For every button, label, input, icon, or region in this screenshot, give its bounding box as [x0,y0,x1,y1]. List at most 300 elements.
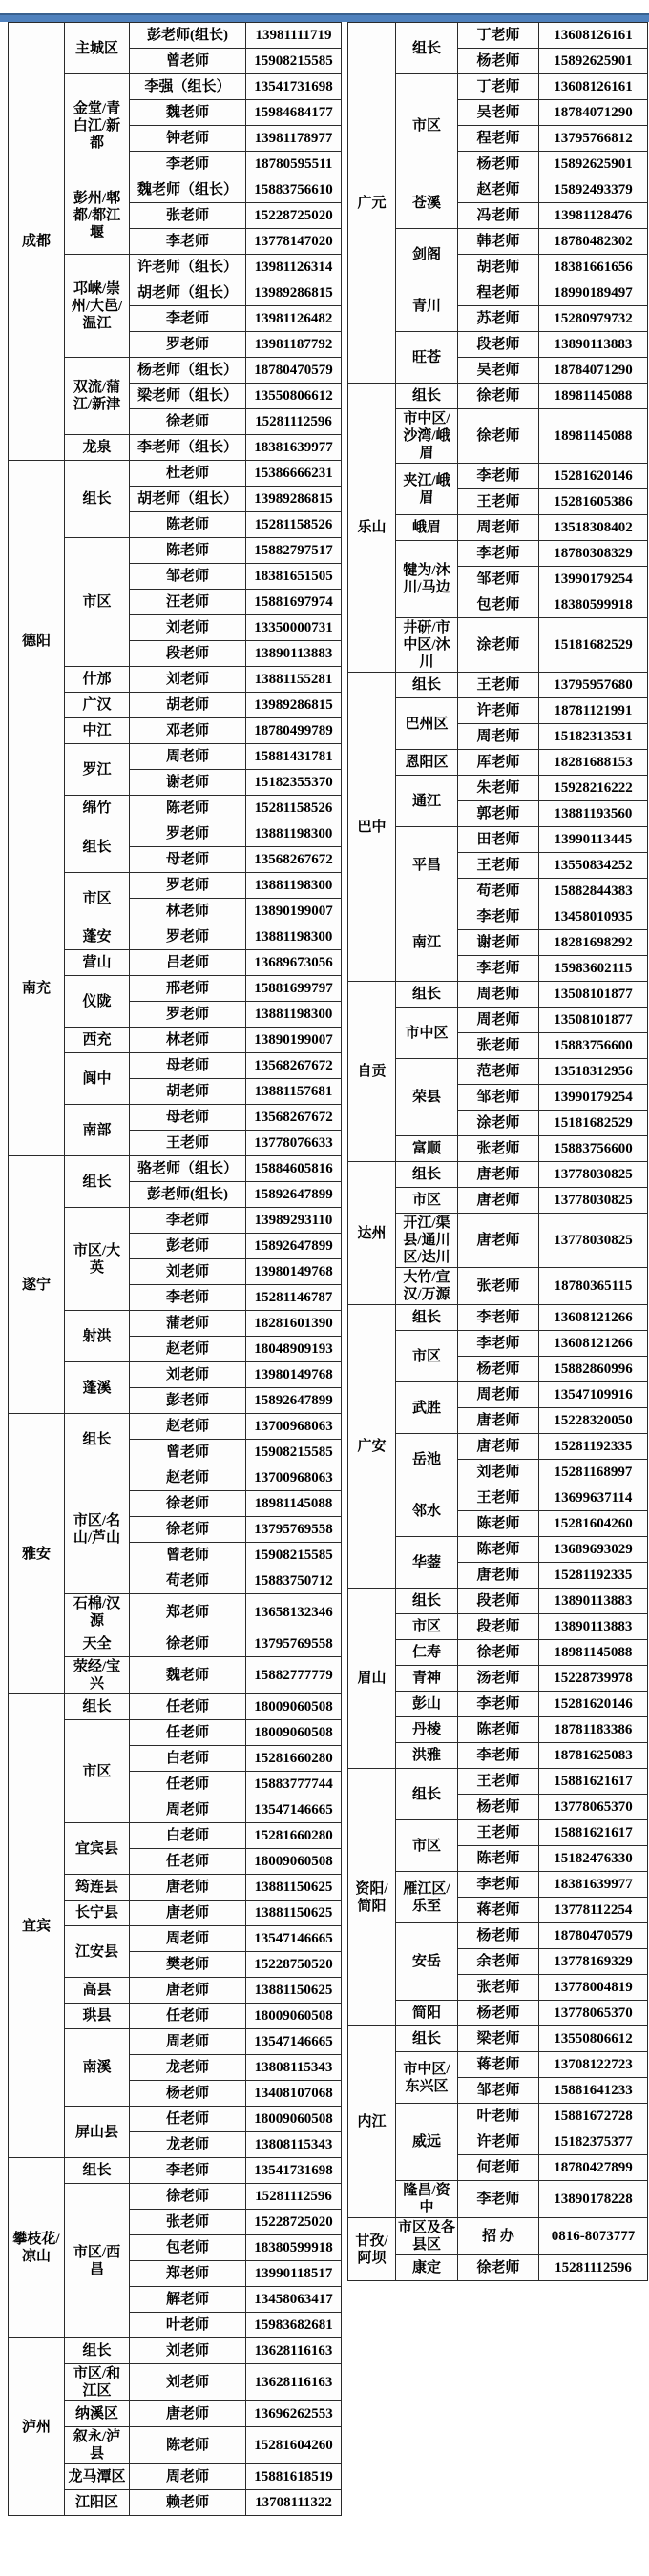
contact-name-cell: 田老师 [458,827,539,853]
contact-name-cell: 唐老师 [458,1188,539,1214]
contact-phone-cell: 13981111719 [246,23,342,49]
contact-name-cell: 曾老师 [130,1440,246,1465]
contact-phone-cell: 18381639977 [246,435,342,461]
contact-name-cell: 李强（组长） [130,74,246,100]
contact-phone-cell: 18281698292 [539,930,648,956]
contact-name-cell: 张老师 [458,1136,539,1162]
contact-name-cell: 苟老师 [458,879,539,904]
contact-name-cell: 母老师 [130,1053,246,1079]
table-row [348,982,648,1008]
region-cell: 巴中 [348,673,396,982]
contact-phone-cell: 13981126314 [246,255,342,280]
contact-phone-cell: 15881431781 [246,744,342,770]
contact-name-cell: 李老师 [458,2181,539,2218]
contact-phone-cell: 13981178977 [246,126,342,152]
contact-name-cell: 程老师 [458,280,539,306]
area-cell: 彭州/郫都/都江堰 [65,177,130,255]
contact-table-left-body [9,23,342,2516]
contact-phone-cell: 18048909193 [246,1337,342,1362]
contact-phone-cell: 18981145088 [539,409,648,464]
area-cell: 组长 [396,1305,458,1331]
contact-name-cell: 蒋老师 [458,1898,539,1923]
region-cell: 达州 [348,1162,396,1305]
contact-name-cell: 蒲老师 [130,1311,246,1337]
contact-name-cell: 李老师 [458,1743,539,1769]
contact-table-right [347,22,648,2281]
region-cell: 自贡 [348,982,396,1162]
area-cell: 屏山县 [65,2107,130,2158]
contact-phone-cell: 18784071290 [539,100,648,126]
contact-name-cell: 段老师 [458,332,539,358]
contact-name-cell: 邹老师 [458,2078,539,2104]
contact-phone-cell: 15892625901 [539,152,648,177]
contact-name-cell: 李老师 [458,1692,539,1717]
contact-phone-cell: 13881193560 [539,801,648,827]
contact-phone-cell: 13778030825 [539,1162,648,1188]
area-cell: 邻水 [396,1485,458,1537]
region-cell: 资阳/简阳 [348,1769,396,2026]
contact-name-cell: 李老师 [130,152,246,177]
contact-phone-cell: 13778147020 [246,229,342,255]
contact-phone-cell: 13990179254 [539,1085,648,1111]
contact-name-cell: 朱老师 [458,776,539,801]
region-cell: 广元 [348,23,396,384]
contact-phone-cell: 18009060508 [246,1694,342,1720]
contact-name-cell: 任老师 [130,1694,246,1720]
table-row [9,23,342,49]
contact-name-cell: 唐老师 [458,1162,539,1188]
area-cell: 市区/大英 [65,1208,130,1311]
area-cell: 彭山 [396,1692,458,1717]
contact-phone-cell: 13550806612 [539,2026,648,2052]
contact-name-cell: 杜老师 [130,461,246,487]
contact-phone-cell: 13547146665 [246,1797,342,1823]
contact-phone-cell: 15882844383 [539,879,648,904]
contact-phone-cell: 15182476330 [539,1846,648,1872]
contact-phone-cell: 15881699797 [246,976,342,1002]
contact-name-cell: 周老师 [458,515,539,541]
contact-name-cell: 白老师 [130,1823,246,1849]
contact-phone-cell: 13881150625 [246,1875,342,1901]
contact-name-cell: 李老师 [458,904,539,930]
contact-name-cell: 蒋老师 [458,2052,539,2078]
contact-name-cell: 周老师 [458,724,539,750]
contact-name-cell: 李老师 [130,1208,246,1234]
contact-table-right-body [348,23,648,2281]
contact-phone-cell: 13700968063 [246,1414,342,1440]
contact-name-cell: 刘老师 [130,2364,246,2401]
contact-phone-cell: 15281660280 [246,1746,342,1772]
contact-name-cell: 杨老师 [458,152,539,177]
area-cell: 青川 [396,280,458,332]
area-cell: 组长 [396,2026,458,2052]
area-cell: 龙泉 [65,435,130,461]
contact-name-cell: 张老师 [458,1033,539,1059]
contact-phone-cell: 13708111322 [246,2490,342,2516]
contact-name-cell: 叶老师 [458,2104,539,2129]
contact-phone-cell: 13890178228 [539,2181,648,2218]
area-cell: 射洪 [65,1311,130,1362]
contact-phone-cell: 13628116163 [246,2338,342,2364]
contact-phone-cell: 13795766812 [539,126,648,152]
contact-name-cell: 唐老师 [458,1408,539,1434]
contact-phone-cell: 13881198300 [246,821,342,847]
contact-phone-cell: 15228739978 [539,1666,648,1692]
contact-name-cell: 魏老师 [130,100,246,126]
contact-phone-cell: 13890113883 [539,1614,648,1640]
contact-phone-cell: 18009060508 [246,1849,342,1875]
contact-phone-cell: 15881641233 [539,2078,648,2104]
contact-name-cell: 任老师 [130,2107,246,2132]
contact-name-cell: 李老师 [458,464,539,489]
contact-phone-cell: 15281660280 [246,1823,342,1849]
contact-phone-cell: 13508101877 [539,1008,648,1033]
area-cell: 市中区/东兴区 [396,2052,458,2104]
table-row [9,461,342,487]
region-cell: 内江 [348,2026,396,2218]
area-cell: 江阳区 [65,2490,130,2516]
area-cell: 组长 [65,1694,130,1720]
contact-phone-cell: 18781183386 [539,1717,648,1743]
contact-name-cell: 何老师 [458,2155,539,2181]
contact-phone-cell: 18780595511 [246,152,342,177]
contact-name-cell: 吕老师 [130,950,246,976]
contact-phone-cell: 13881155281 [246,667,342,693]
contact-phone-cell: 18780427899 [539,2155,648,2181]
contact-phone-cell: 18281688153 [539,750,648,776]
contact-name-cell: 赵老师 [130,1337,246,1362]
contact-phone-cell: 13689673056 [246,950,342,976]
area-cell: 巴州区 [396,698,458,750]
contact-phone-cell: 15983682681 [246,2313,342,2338]
contact-name-cell: 郭老师 [458,801,539,827]
area-cell: 龙马潭区 [65,2464,130,2490]
area-cell: 华蓥 [396,1537,458,1589]
contact-name-cell: 彭老师 [130,1234,246,1259]
contact-name-cell: 李老师 [130,306,246,332]
contact-name-cell: 龙老师 [130,2132,246,2158]
contact-phone-cell: 15281146787 [246,1285,342,1311]
contact-name-cell: 罗老师 [130,332,246,358]
contact-name-cell: 吴老师 [458,358,539,384]
contact-phone-cell: 18009060508 [246,2004,342,2029]
area-cell: 荣县 [396,1059,458,1136]
contact-phone-cell: 13890113883 [539,332,648,358]
contact-name-cell: 郑老师 [130,1594,246,1631]
contact-phone-cell: 13778065370 [539,2001,648,2026]
contact-name-cell: 唐老师 [130,1901,246,1926]
contact-phone-cell: 18784071290 [539,358,648,384]
contact-phone-cell: 15228725020 [246,2210,342,2235]
contact-name-cell: 胡老师（组长） [130,487,246,512]
contact-phone-cell: 15182313531 [539,724,648,750]
contact-phone-cell: 13689693029 [539,1537,648,1563]
contact-name-cell: 周老师 [458,1008,539,1033]
area-cell: 市区/和江区 [65,2364,130,2401]
contact-phone-cell: 13881198300 [246,924,342,950]
region-cell: 雅安 [9,1414,65,1694]
contact-name-cell: 谢老师 [130,770,246,796]
contact-phone-cell: 15884605816 [246,1156,342,1182]
contact-phone-cell: 13890113883 [539,1589,648,1614]
contact-phone-cell: 15881697974 [246,590,342,615]
contact-name-cell: 陈老师 [458,1537,539,1563]
contact-name-cell: 徐老师 [130,1631,246,1657]
table-row [9,1694,342,1720]
region-cell: 宜宾 [9,1694,65,2158]
table-row [348,673,648,698]
contact-name-cell: 刘老师 [458,1460,539,1485]
contact-name-cell: 王老师 [458,1485,539,1511]
area-cell: 荥经/宝兴 [65,1657,130,1694]
contact-phone-cell: 13628116163 [246,2364,342,2401]
contact-name-cell: 吴老师 [458,100,539,126]
contact-phone-cell: 13541731698 [246,74,342,100]
contact-name-cell: 汪老师 [130,590,246,615]
table-row [348,2026,648,2052]
contact-phone-cell: 15281620146 [539,1692,648,1717]
contact-phone-cell: 13990118517 [246,2261,342,2287]
contact-phone-cell: 13980149768 [246,1362,342,1388]
area-cell: 市区 [65,1720,130,1823]
contact-name-cell: 杨老师 [458,2001,539,2026]
area-cell: 纳溪区 [65,2401,130,2427]
contact-phone-cell: 15883750712 [246,1568,342,1594]
contact-name-cell: 郑老师 [130,2261,246,2287]
contact-name-cell: 李老师 [458,1305,539,1331]
contact-phone-cell: 15892647899 [246,1234,342,1259]
contact-name-cell: 杨老师 [458,49,539,74]
area-cell: 罗江 [65,744,130,796]
contact-name-cell: 韩老师 [458,229,539,255]
contact-phone-cell: 13608121266 [539,1305,648,1331]
contact-phone-cell: 18780308329 [539,541,648,567]
table-row [348,384,648,409]
contact-table-left [8,22,342,2516]
contact-phone-cell: 13350000731 [246,615,342,641]
contact-phone-cell: 18380599918 [246,2235,342,2261]
contact-phone-cell: 15892647899 [246,1388,342,1414]
contact-name-cell: 陈老师 [130,796,246,821]
area-cell: 组长 [396,1162,458,1188]
area-cell: 井研/市中区/沐川 [396,618,458,673]
contact-phone-cell: 13550806612 [246,384,342,409]
contact-name-cell: 龙老师 [130,2055,246,2081]
contact-phone-cell: 18781625083 [539,1743,648,1769]
area-cell: 组长 [396,982,458,1008]
contact-name-cell: 陈老师 [130,512,246,538]
contact-phone-cell: 13518312956 [539,1059,648,1085]
area-cell: 组长 [396,673,458,698]
area-cell: 青神 [396,1666,458,1692]
contact-name-cell: 邹老师 [130,564,246,590]
contact-name-cell: 彭老师(组长) [130,1182,246,1208]
contact-name-cell: 陈老师 [130,2427,246,2464]
area-cell: 市区及各县区 [396,2218,458,2255]
area-cell: 广汉 [65,693,130,718]
contact-phone-cell: 18380599918 [539,592,648,618]
area-cell: 阆中 [65,1053,130,1105]
contact-name-cell: 王老师 [458,673,539,698]
contact-phone-cell: 15883756600 [539,1033,648,1059]
area-cell: 威远 [396,2104,458,2181]
contact-name-cell: 陈老师 [458,1846,539,1872]
region-cell: 眉山 [348,1589,396,1769]
contact-name-cell: 唐老师 [458,1563,539,1589]
area-cell: 洪雅 [396,1743,458,1769]
contact-name-cell: 冯老师 [458,203,539,229]
contact-phone-cell: 15892493379 [539,177,648,203]
contact-phone-cell: 13981128476 [539,203,648,229]
contact-name-cell: 杨老师 [458,1357,539,1382]
contact-phone-cell: 13696262553 [246,2401,342,2427]
area-cell: 夹江/峨眉 [396,464,458,515]
contact-phone-cell: 15281112596 [539,2255,648,2281]
contact-name-cell: 苏老师 [458,306,539,332]
contact-name-cell: 王老师 [130,1131,246,1156]
contact-name-cell: 罗老师 [130,924,246,950]
contact-name-cell: 樊老师 [130,1952,246,1978]
contact-phone-cell: 13608126161 [539,74,648,100]
contact-name-cell: 周老师 [130,1926,246,1952]
contact-phone-cell: 13547146665 [246,2029,342,2055]
contact-name-cell: 唐老师 [458,1214,539,1268]
region-cell: 成都 [9,23,65,461]
table-row [348,1162,648,1188]
contact-name-cell: 徐老师 [458,409,539,464]
contact-name-cell: 唐老师 [130,1978,246,2004]
contact-name-cell: 邓老师 [130,718,246,744]
contact-name-cell: 周老师 [458,1382,539,1408]
contact-name-cell: 杨老师 [130,2081,246,2107]
contact-name-cell: 魏老师（组长） [130,177,246,203]
contact-name-cell: 王老师 [458,853,539,879]
contact-name-cell: 谢老师 [458,930,539,956]
contact-name-cell: 丁老师 [458,74,539,100]
contact-phone-cell: 18990189497 [539,280,648,306]
contact-phone-cell: 15281620146 [539,464,648,489]
area-cell: 南江 [396,904,458,982]
contact-phone-cell: 13795769558 [246,1517,342,1543]
contact-name-cell: 赵老师 [130,1414,246,1440]
contact-phone-cell: 13568267672 [246,1105,342,1131]
contact-name-cell: 彭老师 [130,1388,246,1414]
area-cell: 仁寿 [396,1640,458,1666]
contact-phone-cell: 15882777779 [246,1657,342,1694]
area-cell: 市区 [396,1188,458,1214]
contact-phone-cell: 13778004819 [539,1975,648,2001]
contact-phone-cell: 13608126161 [539,23,648,49]
contact-name-cell: 张老师 [130,2210,246,2235]
contact-phone-cell: 18981145088 [246,1491,342,1517]
contact-name-cell: 徐老师 [458,1640,539,1666]
contact-name-cell: 邹老师 [458,567,539,592]
contact-phone-cell: 15983602115 [539,956,648,982]
contact-name-cell: 许老师（组长） [130,255,246,280]
contact-name-cell: 王老师 [458,1769,539,1795]
contact-phone-cell: 13890113883 [246,641,342,667]
contact-name-cell: 林老师 [130,1028,246,1053]
area-cell: 组长 [65,461,130,538]
contact-phone-cell: 18981145088 [539,1640,648,1666]
contact-phone-cell: 18780470579 [539,1923,648,1949]
area-cell: 蓬溪 [65,1362,130,1414]
contact-phone-cell: 13700968063 [246,1465,342,1491]
region-cell: 乐山 [348,384,396,673]
contact-name-cell: 陈老师 [458,1717,539,1743]
contact-phone-cell: 15281605386 [539,489,648,515]
table-row [9,2338,342,2364]
area-cell: 康定 [396,2255,458,2281]
contact-phone-cell: 13881150625 [246,1978,342,2004]
area-cell: 组长 [396,1769,458,1820]
contact-phone-cell: 13547109916 [539,1382,648,1408]
contact-phone-cell: 13778076633 [246,1131,342,1156]
area-cell: 峨眉 [396,515,458,541]
contact-phone-cell: 13568267672 [246,1053,342,1079]
contact-phone-cell: 13890199007 [246,1028,342,1053]
contact-name-cell: 赵老师 [458,177,539,203]
region-cell: 广安 [348,1305,396,1589]
contact-phone-cell: 15928216222 [539,776,648,801]
contact-name-cell: 厍老师 [458,750,539,776]
contact-phone-cell: 15281158526 [246,512,342,538]
area-cell: 营山 [65,950,130,976]
contact-phone-cell: 15281192335 [539,1563,648,1589]
area-cell: 市区 [396,1331,458,1382]
contact-name-cell: 胡老师 [458,255,539,280]
contact-name-cell: 李老师 [458,1331,539,1357]
contact-phone-cell: 18009060508 [246,1720,342,1746]
contact-name-cell: 段老师 [458,1589,539,1614]
contact-name-cell: 张老师 [130,203,246,229]
contact-name-cell: 刘老师 [130,1362,246,1388]
contact-phone-cell: 13795957680 [539,673,648,698]
contact-name-cell: 李老师 [130,229,246,255]
contact-name-cell: 唐老师 [130,1875,246,1901]
contact-phone-cell: 18381651505 [246,564,342,590]
area-cell: 南部 [65,1105,130,1156]
contact-name-cell: 刘老师 [130,667,246,693]
contact-phone-cell: 15281112596 [246,409,342,435]
table-row [348,2218,648,2255]
contact-name-cell: 唐老师 [458,1434,539,1460]
contact-phone-cell: 15386666231 [246,461,342,487]
contact-phone-cell: 15892625901 [539,49,648,74]
area-cell: 叙永/泸县 [65,2427,130,2464]
contact-phone-cell: 18780499789 [246,718,342,744]
contact-name-cell: 刘老师 [130,2338,246,2364]
table-row [348,23,648,49]
contact-phone-cell: 15228725020 [246,203,342,229]
contact-name-cell: 杨老师 [458,1923,539,1949]
contact-phone-cell: 18381661656 [539,255,648,280]
area-cell: 组长 [65,821,130,873]
area-cell: 主城区 [65,23,130,74]
contact-phone-cell: 13990113445 [539,827,648,853]
contact-phone-cell: 15281158526 [246,796,342,821]
area-cell: 通江 [396,776,458,827]
table-row [348,1305,648,1331]
contact-name-cell: 唐老师 [130,2401,246,2427]
contact-name-cell: 程老师 [458,126,539,152]
area-cell: 金堂/青白江/新都 [65,74,130,177]
contact-name-cell: 包老师 [458,592,539,618]
area-cell: 中江 [65,718,130,744]
header-accent-bar [0,13,649,22]
contact-phone-cell: 15908215585 [246,1543,342,1568]
area-cell: 富顺 [396,1136,458,1162]
